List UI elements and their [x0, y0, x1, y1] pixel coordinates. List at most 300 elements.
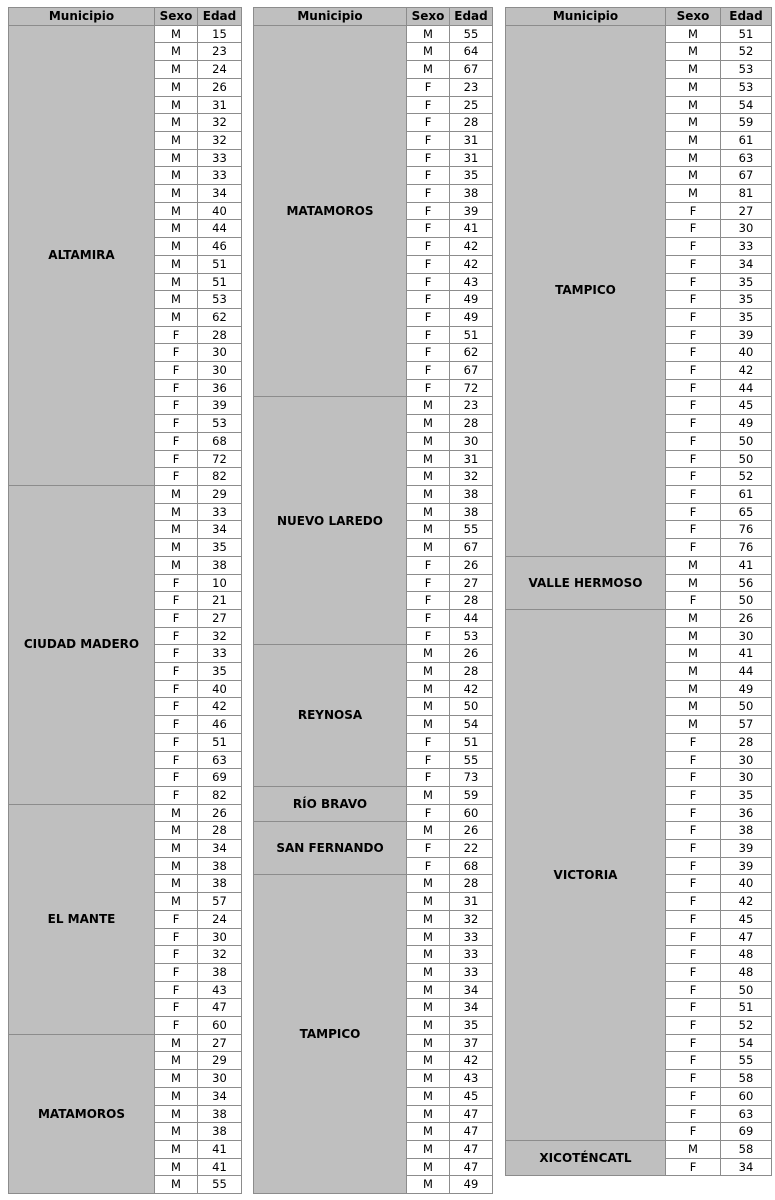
sexo-cell: M: [155, 238, 198, 256]
edad-cell: 33: [450, 946, 493, 964]
sexo-cell: F: [666, 751, 721, 769]
edad-cell: 38: [198, 1105, 242, 1123]
sexo-cell: F: [407, 96, 450, 114]
sexo-cell: M: [407, 25, 450, 43]
edad-cell: 31: [450, 131, 493, 149]
edad-cell: 67: [450, 362, 493, 380]
sexo-cell: M: [155, 1105, 198, 1123]
edad-cell: 49: [450, 291, 493, 309]
header-municipio: Municipio: [506, 8, 666, 26]
sexo-cell: F: [407, 114, 450, 132]
header-edad: Edad: [198, 8, 242, 26]
edad-cell: 47: [450, 1158, 493, 1176]
edad-cell: 29: [198, 1052, 242, 1070]
header-sexo: Sexo: [407, 8, 450, 26]
edad-cell: 44: [721, 379, 772, 397]
edad-cell: 51: [721, 999, 772, 1017]
sexo-cell: M: [666, 1141, 721, 1159]
sexo-cell: F: [666, 963, 721, 981]
municipio-cell: REYNOSA: [254, 645, 407, 787]
sexo-cell: F: [407, 149, 450, 167]
sexo-cell: F: [407, 167, 450, 185]
sexo-cell: F: [666, 238, 721, 256]
edad-cell: 31: [450, 149, 493, 167]
edad-cell: 69: [721, 1123, 772, 1141]
edad-cell: 39: [721, 326, 772, 344]
edad-cell: 50: [721, 981, 772, 999]
sexo-cell: F: [666, 432, 721, 450]
edad-cell: 57: [721, 716, 772, 734]
edad-cell: 50: [721, 698, 772, 716]
edad-cell: 55: [721, 1052, 772, 1070]
sexo-cell: M: [407, 1158, 450, 1176]
header-row: [506, 8, 772, 26]
sexo-cell: F: [666, 1087, 721, 1105]
sexo-cell: F: [407, 131, 450, 149]
sexo-cell: F: [407, 379, 450, 397]
edad-cell: 40: [721, 344, 772, 362]
edad-cell: 26: [198, 78, 242, 96]
edad-cell: 39: [721, 857, 772, 875]
sexo-cell: M: [155, 804, 198, 822]
sexo-cell: M: [155, 1034, 198, 1052]
edad-cell: 39: [721, 840, 772, 858]
sexo-cell: M: [666, 61, 721, 79]
edad-cell: 53: [721, 61, 772, 79]
sexo-cell: M: [155, 291, 198, 309]
edad-cell: 69: [198, 769, 242, 787]
table-row: [254, 397, 493, 415]
edad-cell: 46: [198, 716, 242, 734]
edad-cell: 63: [721, 1105, 772, 1123]
edad-cell: 26: [198, 804, 242, 822]
sexo-cell: F: [666, 804, 721, 822]
edad-cell: 72: [198, 450, 242, 468]
edad-cell: 40: [198, 202, 242, 220]
table-row: [254, 25, 493, 43]
edad-cell: 32: [198, 946, 242, 964]
edad-cell: 41: [721, 556, 772, 574]
table-row: [254, 822, 493, 840]
sexo-cell: F: [666, 308, 721, 326]
edad-cell: 28: [450, 415, 493, 433]
table-row: [506, 1141, 772, 1159]
edad-cell: 30: [198, 928, 242, 946]
edad-cell: 33: [198, 645, 242, 663]
edad-cell: 22: [450, 840, 493, 858]
sexo-cell: M: [407, 663, 450, 681]
sexo-cell: F: [666, 1052, 721, 1070]
edad-cell: 32: [450, 910, 493, 928]
edad-cell: 53: [198, 415, 242, 433]
sexo-cell: F: [666, 379, 721, 397]
edad-cell: 52: [721, 468, 772, 486]
sexo-cell: M: [666, 698, 721, 716]
edad-cell: 24: [198, 910, 242, 928]
municipio-cell: VICTORIA: [506, 609, 666, 1140]
sexo-cell: M: [155, 25, 198, 43]
edad-cell: 26: [450, 822, 493, 840]
edad-cell: 82: [198, 786, 242, 804]
sexo-cell: F: [407, 185, 450, 203]
table-row: [254, 786, 493, 804]
sexo-cell: M: [155, 875, 198, 893]
edad-cell: 34: [721, 1158, 772, 1176]
table-row: [9, 804, 242, 822]
sexo-cell: F: [155, 326, 198, 344]
edad-cell: 33: [198, 503, 242, 521]
edad-cell: 68: [198, 432, 242, 450]
sexo-cell: F: [407, 326, 450, 344]
sexo-cell: M: [155, 114, 198, 132]
edad-cell: 48: [721, 963, 772, 981]
edad-cell: 35: [450, 1017, 493, 1035]
edad-cell: 53: [198, 291, 242, 309]
edad-cell: 42: [450, 238, 493, 256]
sexo-cell: M: [155, 1087, 198, 1105]
edad-cell: 55: [450, 751, 493, 769]
edad-cell: 43: [198, 981, 242, 999]
edad-cell: 45: [721, 910, 772, 928]
edad-cell: 31: [198, 96, 242, 114]
edad-cell: 42: [450, 255, 493, 273]
sexo-cell: M: [155, 43, 198, 61]
edad-cell: 28: [198, 326, 242, 344]
edad-cell: 50: [450, 698, 493, 716]
edad-cell: 34: [198, 1087, 242, 1105]
sexo-cell: M: [407, 963, 450, 981]
edad-cell: 41: [450, 220, 493, 238]
sexo-cell: M: [407, 786, 450, 804]
sexo-cell: M: [666, 131, 721, 149]
edad-cell: 51: [450, 326, 493, 344]
table-row: [254, 875, 493, 893]
sexo-cell: M: [666, 574, 721, 592]
sexo-cell: F: [666, 326, 721, 344]
sexo-cell: M: [666, 43, 721, 61]
edad-cell: 72: [450, 379, 493, 397]
edad-cell: 28: [450, 875, 493, 893]
sexo-cell: M: [407, 910, 450, 928]
sexo-cell: M: [407, 680, 450, 698]
sexo-cell: F: [407, 308, 450, 326]
edad-cell: 26: [450, 645, 493, 663]
edad-cell: 50: [721, 432, 772, 450]
edad-cell: 51: [198, 273, 242, 291]
edad-cell: 34: [198, 840, 242, 858]
sexo-cell: M: [666, 25, 721, 43]
edad-cell: 67: [450, 539, 493, 557]
sexo-cell: F: [155, 432, 198, 450]
table-column-2: [253, 7, 493, 1194]
sexo-cell: F: [155, 910, 198, 928]
sexo-cell: F: [155, 680, 198, 698]
sexo-cell: M: [407, 875, 450, 893]
sexo-cell: F: [155, 415, 198, 433]
edad-cell: 42: [450, 680, 493, 698]
edad-cell: 28: [721, 733, 772, 751]
sexo-cell: F: [666, 893, 721, 911]
edad-cell: 51: [198, 733, 242, 751]
edad-cell: 64: [450, 43, 493, 61]
header-edad: Edad: [721, 8, 772, 26]
edad-cell: 76: [721, 539, 772, 557]
sexo-cell: F: [155, 733, 198, 751]
sexo-cell: F: [155, 627, 198, 645]
header-municipio: Municipio: [254, 8, 407, 26]
edad-cell: 31: [450, 893, 493, 911]
sexo-cell: F: [155, 450, 198, 468]
sexo-cell: F: [155, 468, 198, 486]
sexo-cell: M: [407, 822, 450, 840]
edad-cell: 28: [450, 592, 493, 610]
sexo-cell: F: [155, 1017, 198, 1035]
edad-cell: 55: [198, 1176, 242, 1194]
edad-cell: 49: [721, 680, 772, 698]
edad-cell: 27: [198, 1034, 242, 1052]
edad-cell: 29: [198, 485, 242, 503]
sexo-cell: F: [666, 450, 721, 468]
edad-cell: 59: [450, 786, 493, 804]
sexo-cell: M: [666, 627, 721, 645]
sexo-cell: M: [155, 131, 198, 149]
edad-cell: 58: [721, 1141, 772, 1159]
sexo-cell: M: [155, 556, 198, 574]
sexo-cell: M: [155, 1070, 198, 1088]
sexo-cell: M: [666, 680, 721, 698]
sexo-cell: F: [155, 663, 198, 681]
sexo-cell: F: [407, 202, 450, 220]
edad-cell: 53: [450, 627, 493, 645]
sexo-cell: F: [666, 468, 721, 486]
edad-cell: 25: [450, 96, 493, 114]
sexo-cell: M: [407, 61, 450, 79]
edad-cell: 52: [721, 43, 772, 61]
sexo-cell: M: [407, 521, 450, 539]
edad-cell: 60: [450, 804, 493, 822]
table-row: [254, 645, 493, 663]
edad-cell: 32: [198, 131, 242, 149]
sexo-cell: F: [666, 1017, 721, 1035]
edad-cell: 50: [721, 450, 772, 468]
edad-cell: 38: [198, 963, 242, 981]
sexo-cell: M: [407, 468, 450, 486]
sexo-cell: F: [666, 344, 721, 362]
edad-cell: 44: [198, 220, 242, 238]
header-row: [254, 8, 493, 26]
sexo-cell: F: [666, 840, 721, 858]
edad-cell: 45: [721, 397, 772, 415]
edad-cell: 24: [198, 61, 242, 79]
municipio-cell: VALLE HERMOSO: [506, 556, 666, 609]
edad-cell: 55: [450, 521, 493, 539]
sexo-cell: F: [666, 255, 721, 273]
edad-cell: 35: [198, 539, 242, 557]
sexo-cell: M: [155, 1052, 198, 1070]
sexo-cell: M: [666, 609, 721, 627]
sexo-cell: F: [407, 238, 450, 256]
edad-cell: 41: [198, 1158, 242, 1176]
edad-cell: 47: [721, 928, 772, 946]
sexo-cell: M: [666, 663, 721, 681]
table-column-3: [505, 7, 772, 1176]
edad-cell: 34: [450, 981, 493, 999]
edad-cell: 47: [450, 1105, 493, 1123]
edad-cell: 49: [450, 1176, 493, 1194]
sexo-cell: F: [666, 910, 721, 928]
sexo-cell: M: [155, 822, 198, 840]
sexo-cell: F: [666, 521, 721, 539]
table-row: [9, 25, 242, 43]
edad-cell: 38: [198, 875, 242, 893]
sexo-cell: F: [407, 592, 450, 610]
edad-cell: 57: [198, 893, 242, 911]
municipio-cell: XICOTÉNCATL: [506, 1141, 666, 1176]
edad-cell: 62: [450, 344, 493, 362]
edad-cell: 60: [721, 1087, 772, 1105]
edad-cell: 23: [450, 78, 493, 96]
edad-cell: 60: [198, 1017, 242, 1035]
edad-cell: 27: [450, 574, 493, 592]
sexo-cell: F: [666, 822, 721, 840]
edad-cell: 82: [198, 468, 242, 486]
sexo-cell: F: [155, 981, 198, 999]
sexo-cell: F: [407, 627, 450, 645]
edad-cell: 35: [721, 786, 772, 804]
sexo-cell: M: [407, 539, 450, 557]
edad-cell: 45: [450, 1087, 493, 1105]
sexo-cell: M: [155, 503, 198, 521]
edad-cell: 44: [450, 609, 493, 627]
sexo-cell: F: [155, 963, 198, 981]
sexo-cell: F: [666, 1158, 721, 1176]
edad-cell: 44: [721, 663, 772, 681]
sexo-cell: F: [155, 645, 198, 663]
edad-cell: 46: [198, 238, 242, 256]
sexo-cell: F: [155, 609, 198, 627]
municipio-cell: RÍO BRAVO: [254, 786, 407, 821]
edad-cell: 35: [721, 273, 772, 291]
sexo-cell: F: [407, 574, 450, 592]
sexo-cell: M: [155, 893, 198, 911]
sexo-cell: F: [155, 362, 198, 380]
sexo-cell: F: [155, 946, 198, 964]
edad-cell: 30: [721, 220, 772, 238]
sexo-cell: F: [407, 769, 450, 787]
edad-cell: 38: [198, 556, 242, 574]
municipio-cell: ALTAMIRA: [9, 25, 155, 485]
sexo-cell: M: [155, 1158, 198, 1176]
edad-cell: 34: [198, 521, 242, 539]
sexo-cell: F: [155, 379, 198, 397]
sexo-cell: F: [666, 981, 721, 999]
edad-cell: 35: [721, 308, 772, 326]
sexo-cell: M: [155, 273, 198, 291]
edad-cell: 51: [450, 733, 493, 751]
sexo-cell: F: [407, 255, 450, 273]
sexo-cell: F: [155, 716, 198, 734]
sexo-cell: M: [407, 928, 450, 946]
sexo-cell: M: [155, 202, 198, 220]
edad-cell: 23: [198, 43, 242, 61]
edad-cell: 56: [721, 574, 772, 592]
sexo-cell: M: [666, 556, 721, 574]
sexo-cell: M: [666, 167, 721, 185]
sexo-cell: M: [155, 220, 198, 238]
sexo-cell: M: [666, 78, 721, 96]
sexo-cell: M: [407, 432, 450, 450]
sexo-cell: F: [666, 220, 721, 238]
sexo-cell: F: [666, 202, 721, 220]
municipio-cell: EL MANTE: [9, 804, 155, 1034]
sexo-cell: F: [666, 397, 721, 415]
edad-cell: 38: [198, 857, 242, 875]
edad-cell: 35: [450, 167, 493, 185]
sexo-cell: F: [407, 609, 450, 627]
edad-cell: 34: [198, 185, 242, 203]
sexo-cell: F: [155, 698, 198, 716]
edad-cell: 33: [198, 149, 242, 167]
sexo-cell: M: [666, 716, 721, 734]
edad-cell: 28: [198, 822, 242, 840]
edad-cell: 61: [721, 131, 772, 149]
sexo-cell: F: [407, 556, 450, 574]
table-row: [9, 1034, 242, 1052]
sexo-cell: F: [666, 733, 721, 751]
sexo-cell: M: [407, 1123, 450, 1141]
edad-cell: 48: [721, 946, 772, 964]
sexo-cell: M: [666, 149, 721, 167]
table-row: [9, 485, 242, 503]
table-column-1: [8, 7, 242, 1194]
edad-cell: 38: [721, 822, 772, 840]
sexo-cell: F: [155, 786, 198, 804]
edad-cell: 38: [450, 185, 493, 203]
edad-cell: 40: [198, 680, 242, 698]
edad-cell: 38: [450, 485, 493, 503]
sexo-cell: M: [407, 1105, 450, 1123]
sexo-cell: F: [666, 999, 721, 1017]
sexo-cell: M: [666, 645, 721, 663]
edad-cell: 32: [198, 114, 242, 132]
sexo-cell: F: [666, 415, 721, 433]
edad-cell: 34: [721, 255, 772, 273]
sexo-cell: F: [407, 840, 450, 858]
sexo-cell: M: [155, 539, 198, 557]
edad-cell: 30: [721, 769, 772, 787]
edad-cell: 53: [721, 78, 772, 96]
edad-cell: 34: [450, 999, 493, 1017]
edad-cell: 51: [198, 255, 242, 273]
sexo-cell: F: [407, 220, 450, 238]
edad-cell: 49: [721, 415, 772, 433]
table-row: [506, 556, 772, 574]
edad-cell: 32: [198, 627, 242, 645]
sexo-cell: M: [407, 415, 450, 433]
sexo-cell: M: [155, 96, 198, 114]
sexo-cell: M: [155, 149, 198, 167]
sexo-cell: M: [407, 503, 450, 521]
sexo-cell: F: [666, 769, 721, 787]
edad-cell: 35: [721, 291, 772, 309]
edad-cell: 59: [721, 114, 772, 132]
municipio-cell: SAN FERNANDO: [254, 822, 407, 875]
edad-cell: 30: [198, 362, 242, 380]
sexo-cell: M: [407, 981, 450, 999]
sexo-cell: F: [666, 539, 721, 557]
sexo-cell: F: [666, 786, 721, 804]
municipio-cell: TAMPICO: [506, 25, 666, 556]
